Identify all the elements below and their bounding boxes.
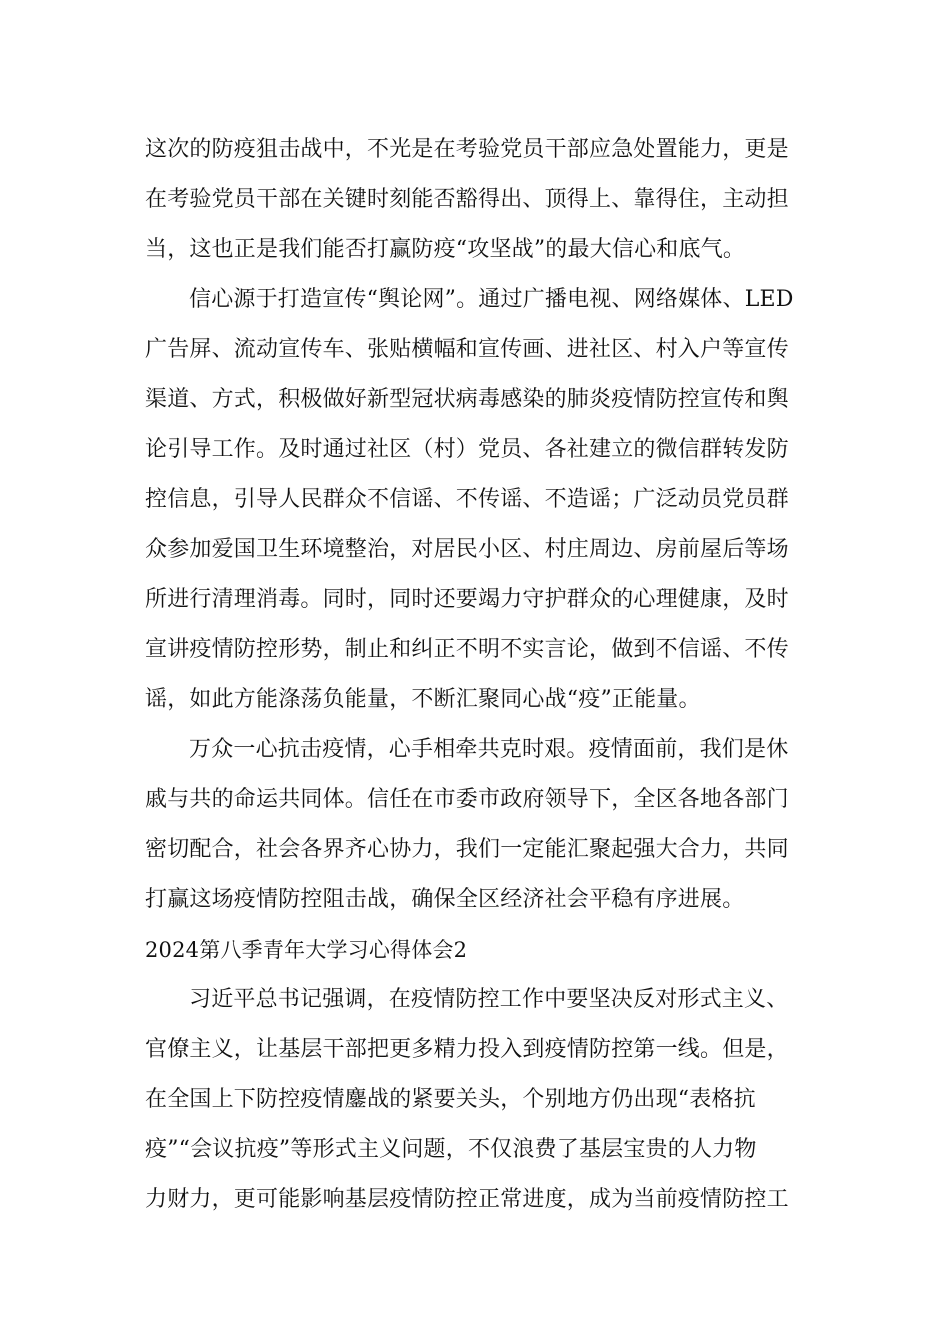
paragraph-line: 在全国上下防控疫情鏖战的紧要关头，个别地方仍出现“表格抗 bbox=[145, 1087, 756, 1112]
paragraph-line: 习近平总书记强调，在疫情防控工作中要坚决反对形式主义、 bbox=[189, 987, 789, 1012]
paragraph-line: 众参加爱国卫生环境整治，对居民小区、村庄周边、房前屋后等场 bbox=[145, 537, 789, 562]
paragraph-line: 官僚主义，让基层干部把更多精力投入到疫情防控第一线。但是， bbox=[145, 1037, 789, 1062]
paragraph-line: 宣讲疫情防控形势，制止和纠正不明不实言论，做到不信谣、不传 bbox=[145, 637, 789, 662]
paragraph-line: 这次的防疫狙击战中，不光是在考验党员干部应急处置能力，更是 bbox=[145, 137, 789, 162]
paragraph-line: 疫”“会议抗疫”等形式主义问题，不仅浪费了基层宝贵的人力物 bbox=[145, 1137, 757, 1162]
section-heading: 2024第八季青年大学习心得体会2 bbox=[145, 938, 468, 962]
paragraph-line: 戚与共的命运共同体。信任在市委市政府领导下，全区各地各部门 bbox=[145, 787, 789, 812]
paragraph-line: 所进行清理消毒。同时，同时还要竭力守护群众的心理健康，及时 bbox=[145, 587, 789, 612]
paragraph-line: 渠道、方式，积极做好新型冠状病毒感染的肺炎疫情防控宣传和舆 bbox=[145, 387, 789, 412]
paragraph-line: 谣，如此方能涤荡负能量，不断汇聚同心战“疫”正能量。 bbox=[145, 687, 701, 712]
paragraph-line: 在考验党员干部在关键时刻能否豁得出、顶得上、靠得住，主动担 bbox=[145, 187, 789, 212]
paragraph-line: 密切配合，社会各界齐心协力，我们一定能汇聚起强大合力，共同 bbox=[145, 837, 789, 862]
paragraph-line: 论引导工作。及时通过社区（村）党员、各社建立的微信群转发防 bbox=[145, 437, 789, 462]
paragraph-line: 打赢这场疫情防控阻击战，确保全区经济社会平稳有序进展。 bbox=[145, 887, 745, 912]
paragraph-line: 控信息，引导人民群众不信谣、不传谣、不造谣；广泛动员党员群 bbox=[145, 487, 789, 512]
paragraph-line: 广告屏、流动宣传车、张贴横幅和宣传画、进社区、村入户等宣传 bbox=[145, 337, 789, 362]
paragraph-line: 信心源于打造宣传“舆论网”。通过广播电视、网络媒体、LED bbox=[189, 287, 794, 312]
paragraph-line: 力财力，更可能影响基层疫情防控正常进度，成为当前疫情防控工 bbox=[145, 1187, 789, 1212]
paragraph-line: 当，这也正是我们能否打赢防疫“攻坚战”的最大信心和底气。 bbox=[145, 237, 746, 262]
paragraph-line: 万众一心抗击疫情，心手相牵共克时艰。疫情面前，我们是休 bbox=[189, 737, 789, 762]
